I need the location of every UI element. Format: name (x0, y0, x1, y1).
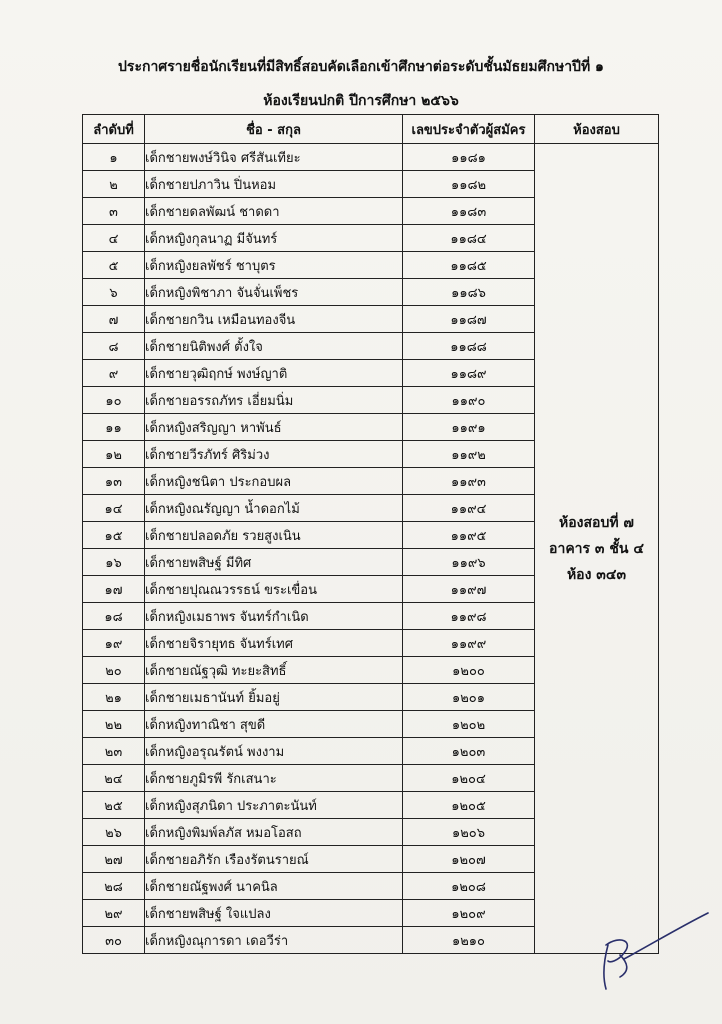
row-number: ๒๔ (83, 765, 145, 792)
student-name: เด็กชายวุฒิฤกษ์ พงษ์ญาติ (145, 360, 403, 387)
row-number: ๑ (83, 144, 145, 171)
student-name: เด็กชายเมธานันท์ ยิ้มอยู่ (145, 684, 403, 711)
row-number: ๒๖ (83, 819, 145, 846)
table-body (83, 144, 659, 954)
student-name: เด็กหญิงสริญญา หาพันธ์ (145, 414, 403, 441)
row-number: ๑๓ (83, 468, 145, 495)
student-name: เด็กหญิงกุลนาฏ มีจันทร์ (145, 225, 403, 252)
student-name: เด็กหญิงเมธาพร จันทร์กำเนิด (145, 603, 403, 630)
student-name: เด็กชายณัฐพงศ์ นาคนิล (145, 873, 403, 900)
applicant-id: ๑๑๙๔ (403, 495, 535, 522)
applicant-id: ๑๑๙๙ (403, 630, 535, 657)
student-name: เด็กชายวีรภัทร์ ศิริม่วง (145, 441, 403, 468)
applicant-id: ๑๑๘๖ (403, 279, 535, 306)
student-name: เด็กชายปุณณวรรธน์ ขระเขื่อน (145, 576, 403, 603)
student-name: เด็กหญิงชนิตา ประกอบผล (145, 468, 403, 495)
exam-room-line2: อาคาร ๓ ชั้น ๔ (549, 540, 644, 557)
exam-room-cell (535, 144, 659, 954)
row-number: ๒๕ (83, 792, 145, 819)
applicant-id: ๑๑๙๕ (403, 522, 535, 549)
student-name: เด็กหญิงทาณิชา สุขดี (145, 711, 403, 738)
row-number: ๑๖ (83, 549, 145, 576)
applicant-id: ๑๒๐๓ (403, 738, 535, 765)
row-number: ๖ (83, 279, 145, 306)
applicant-id: ๑๑๙๓ (403, 468, 535, 495)
row-number: ๓๐ (83, 927, 145, 954)
applicant-id: ๑๒๐๑ (403, 684, 535, 711)
applicant-id: ๑๑๙๘ (403, 603, 535, 630)
student-name: เด็กชายอภิรัก เรืองรัตนรายณ์ (145, 846, 403, 873)
column-header-applicant-id: เลขประจำตัวผู้สมัคร (403, 115, 535, 144)
student-name: เด็กชายพสิษฐ์ ใจแปลง (145, 900, 403, 927)
applicant-id: ๑๒๐๕ (403, 792, 535, 819)
signature (590, 905, 710, 995)
applicant-id: ๑๑๙๐ (403, 387, 535, 414)
student-name: เด็กชายอรรถภัทร เอี่ยมนิ่ม (145, 387, 403, 414)
applicant-id: ๑๑๙๖ (403, 549, 535, 576)
column-header-name: ชื่อ - สกุล (145, 115, 403, 144)
row-number: ๑๔ (83, 495, 145, 522)
student-name: เด็กหญิงยลพัชร์ ชาบุตร (145, 252, 403, 279)
document-title: ประกาศรายชื่อนักเรียนที่มีสิทธิ์สอบคัดเลือกเข้าศึกษาต่อระดับชั้นมัธยมศึกษาปีที่ ๑ (118, 59, 604, 75)
row-number: ๒๑ (83, 684, 145, 711)
student-roster-table (82, 114, 659, 954)
row-number: ๕ (83, 252, 145, 279)
table-row (83, 144, 659, 171)
row-number: ๓ (83, 198, 145, 225)
applicant-id: ๑๑๘๙ (403, 360, 535, 387)
applicant-id: ๑๑๙๑ (403, 414, 535, 441)
applicant-id: ๑๒๐๖ (403, 819, 535, 846)
column-header-number: ลำดับที่ (83, 115, 145, 144)
student-name: เด็กชายปภาวิน ปิ่นหอม (145, 171, 403, 198)
student-name: เด็กชายณัฐวุฒิ ทะยะสิทธิ์ (145, 657, 403, 684)
row-number: ๑๒ (83, 441, 145, 468)
student-name: เด็กชายกวิน เหมือนทองจีน (145, 306, 403, 333)
applicant-id: ๑๑๙๒ (403, 441, 535, 468)
row-number: ๒๘ (83, 873, 145, 900)
applicant-id: ๑๑๘๘ (403, 333, 535, 360)
column-header-exam-room: ห้องสอบ (535, 115, 659, 144)
row-number: ๑๐ (83, 387, 145, 414)
row-number: ๑๙ (83, 630, 145, 657)
applicant-id: ๑๒๐๔ (403, 765, 535, 792)
applicant-id: ๑๑๘๒ (403, 171, 535, 198)
applicant-id: ๑๑๘๕ (403, 252, 535, 279)
row-number: ๑๘ (83, 603, 145, 630)
row-number: ๑๑ (83, 414, 145, 441)
applicant-id: ๑๑๘๗ (403, 306, 535, 333)
student-name: เด็กหญิงณุการดา เดอวีร่า (145, 927, 403, 954)
applicant-id: ๑๑๘๔ (403, 225, 535, 252)
row-number: ๑๗ (83, 576, 145, 603)
row-number: ๒๓ (83, 738, 145, 765)
row-number: ๒๙ (83, 900, 145, 927)
document-subtitle: ห้องเรียนปกติ ปีการศึกษา ๒๕๖๖ (263, 93, 459, 109)
student-name: เด็กหญิงพิมพ์ลภัส หมอโอสถ (145, 819, 403, 846)
applicant-id: ๑๒๐๐ (403, 657, 535, 684)
exam-room-line1: ห้องสอบที่ ๗ (559, 514, 634, 531)
student-name: เด็กชายภูมิรพี รักเสนาะ (145, 765, 403, 792)
applicant-id: ๑๒๐๗ (403, 846, 535, 873)
student-name: เด็กชายดลพัฒน์ ชาดดา (145, 198, 403, 225)
row-number: ๑๕ (83, 522, 145, 549)
row-number: ๒๐ (83, 657, 145, 684)
applicant-id: ๑๑๘๑ (403, 144, 535, 171)
row-number: ๒ (83, 171, 145, 198)
student-name: เด็กชายจิรายุทธ จันทร์เทศ (145, 630, 403, 657)
row-number: ๒๒ (83, 711, 145, 738)
row-number: ๔ (83, 225, 145, 252)
student-name: เด็กชายปลอดภัย รวยสูงเนิน (145, 522, 403, 549)
applicant-id: ๑๒๐๒ (403, 711, 535, 738)
row-number: ๗ (83, 306, 145, 333)
student-name: เด็กหญิงณรัญญา น้ำดอกไม้ (145, 495, 403, 522)
row-number: ๙ (83, 360, 145, 387)
student-name: เด็กหญิงอรุณรัตน์ พงงาม (145, 738, 403, 765)
applicant-id: ๑๑๘๓ (403, 198, 535, 225)
student-name: เด็กชายพงษ์วินิจ ศรีสันเทียะ (145, 144, 403, 171)
row-number: ๘ (83, 333, 145, 360)
student-name: เด็กชายนิติพงศ์ ตั้งใจ (145, 333, 403, 360)
applicant-id: ๑๒๑๐ (403, 927, 535, 954)
row-number: ๒๗ (83, 846, 145, 873)
applicant-id: ๑๑๙๗ (403, 576, 535, 603)
applicant-id: ๑๒๐๘ (403, 873, 535, 900)
applicant-id: ๑๒๐๙ (403, 900, 535, 927)
table-header-row (83, 115, 659, 144)
student-name: เด็กหญิงสุภนิดา ประภาตะนันท์ (145, 792, 403, 819)
exam-room-line3: ห้อง ๓๔๓ (566, 566, 627, 583)
student-name: เด็กชายพสิษฐ์ มีทิศ (145, 549, 403, 576)
student-name: เด็กหญิงพิชาภา จันจั่นเพ็ชร (145, 279, 403, 306)
